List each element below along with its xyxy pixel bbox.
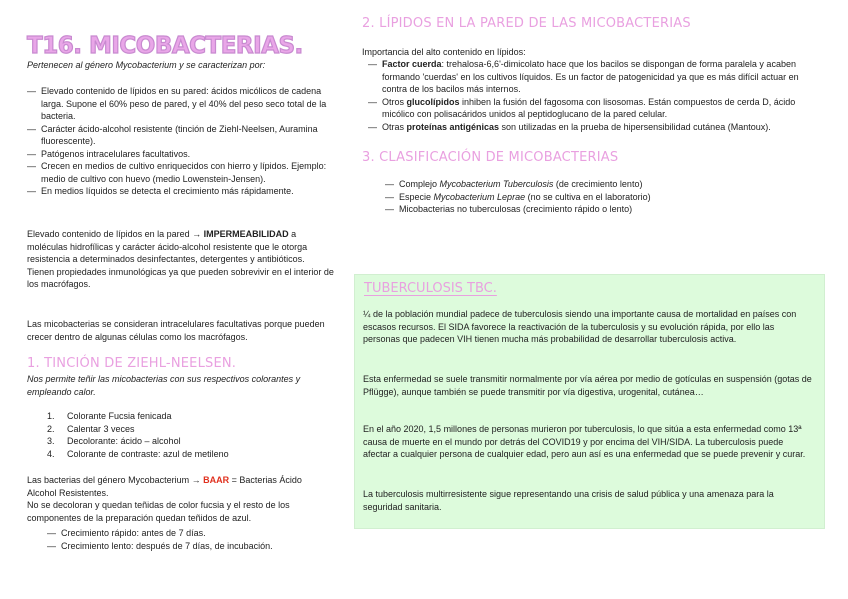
baar-paragraph: Las bacterias del género Mycobacterium → BAAR = Bacterias Ácido Alcohol Resistentes. No se decoloran y quedan teñidas de color fucsia y el resto de los componentes de la preparación quedan teñidos de azul. (27, 475, 302, 523)
tbc-heading: TUBERCULOSIS TBC. (364, 281, 497, 296)
list-item: 4. Colorante de contraste: azul de metileno (47, 448, 229, 459)
staining-steps (47, 410, 327, 460)
list-item: — Crecen en medios de cultivo enriquecidos con hierro y lípidos. Ejemplo: medio de cultivo con huevo (medio Lowenstein-Jensen). (27, 161, 327, 184)
section-3-heading: 3. CLASIFICACIÓN DE MICOBACTERIAS (362, 150, 619, 165)
features-list (27, 85, 327, 198)
list-item: — En medios líquidos se detecta el crecimiento más rápidamente. (27, 186, 294, 196)
list-item: 2. Calentar 3 veces (47, 423, 135, 434)
list-item: — Crecimiento lento: después de 7 días, de incubación. (47, 540, 273, 551)
list-item: — Especie Mycobacterium Leprae (no se cultiva en el laboratorio) (385, 191, 651, 202)
intro-text: Pertenecen al género Mycobacterium y se caracterizan por: (27, 60, 266, 70)
list-item: 3. Decolorante: ácido – alcohol (47, 436, 181, 446)
page-title: T16. MICOBACTERIAS. (27, 33, 303, 59)
list-item: — Otros glucolípidos inhiben la fusión del fagosoma con lisosomas. Están compuestos de cerda D, ácido micólico con polisacáridos unidos al peptidoglucano de la pared celular. (368, 96, 796, 119)
tbc-paragraph: La tuberculosis multirresistente sigue representando una crisis de salud pública y una amenaza para la seguridad sanitaria. (363, 489, 774, 512)
tuberculosis-panel (354, 274, 825, 529)
list-item: — Crecimiento rápido: antes de 7 días. (47, 528, 206, 538)
growth-list (47, 527, 337, 552)
section-2-heading: 2. LÍPIDOS EN LA PARED DE LAS MICOBACTERIAS (362, 16, 691, 31)
tbc-paragraph: ¼ de la población mundial padece de tuberculosis siendo una importante causa de mortalidad en países con escasos recursos. El SIDA favorece la reactivación de la tuberculosis y su evolución rápida, por ello las personas que padecen VIH tienen mucha más probabilidad de desarrollar tuberculosis activa. (363, 309, 797, 344)
baar-term: BAAR (203, 475, 230, 485)
section-2-intro: Importancia del alto contenido en lípidos: (362, 47, 526, 57)
list-item: 1. Colorante Fucsia fenicada (47, 411, 172, 421)
lipid-paragraph: Elevado contenido de lípidos en la pared → IMPERMEABILIDAD a moléculas hidrofílicas y carácter ácido-alcohol resistente que le otorga resistencia a determinados desinfectantes, detergentes y antibióticos. Tienen propiedades inmunológicas ya que pueden sobrevivir en el interior de los macrófagos. (27, 229, 334, 289)
impermeabilidad-term: IMPERMEABILIDAD (203, 229, 289, 239)
list-item: — Factor cuerda: trehalosa-6,6'-dimicolato hace que los bacilos se dispongan de forma paralela y acaben formando 'cuerdas' en los cultivos líquidos. Es un factor de patogenicidad ya que es más difícil actuar en contra de los bacilos más internos. (368, 59, 799, 94)
classification-list (385, 178, 815, 216)
lipids-list (368, 58, 823, 133)
list-item: — Carácter ácido-alcohol resistente (tinción de Ziehl-Neelsen, Auramina fluorescente). (27, 123, 318, 146)
list-item: — Patógenos intracelulares facultativos. (27, 148, 191, 159)
section-1-heading: 1. TINCIÓN DE ZIEHL-NEELSEN. (27, 356, 237, 371)
section-1-subtitle: Nos permite teñir las micobacterias con sus respectivos colorantes y empleando calor. (27, 374, 301, 397)
list-item: — Micobacterias no tuberculosas (crecimiento rápido o lento) (385, 204, 633, 214)
list-item: — Complejo Mycobacterium Tuberculosis (de crecimiento lento) (385, 179, 643, 189)
list-item: — Otras proteínas antigénicas son utilizadas en la prueba de hipersensibilidad cutánea (Mantoux). (368, 121, 771, 132)
tbc-paragraph: En el año 2020, 1,5 millones de personas murieron por tuberculosis, lo que sitúa a esta enfermedad como 13ª causa de muerte en el mundo por detrás del COVID19 y por encima del VIH/SIDA. La tuberculosis puede afectar a cualquier persona de cualquier edad, pero aun así es una enfermedad que se puede prevenir y curar. (363, 424, 806, 459)
tbc-paragraph: Esta enfermedad se suele transmitir normalmente por vía aérea por medio de gotículas en suspensión (gotas de Pflügge), aunque también se puede transmitir por vía digestiva, urogenital, cutánea… (363, 374, 812, 397)
intracellular-paragraph: Las micobacterias se consideran intracelulares facultativas porque pueden crecer dentro de algunas células como los macrófagos. (27, 319, 325, 342)
list-item: — Elevado contenido de lípidos en su pared: ácidos micólicos de cadena larga. Supone el 60% peso de pared, y el 40% del peso seco total de la bacteria. (27, 86, 327, 121)
